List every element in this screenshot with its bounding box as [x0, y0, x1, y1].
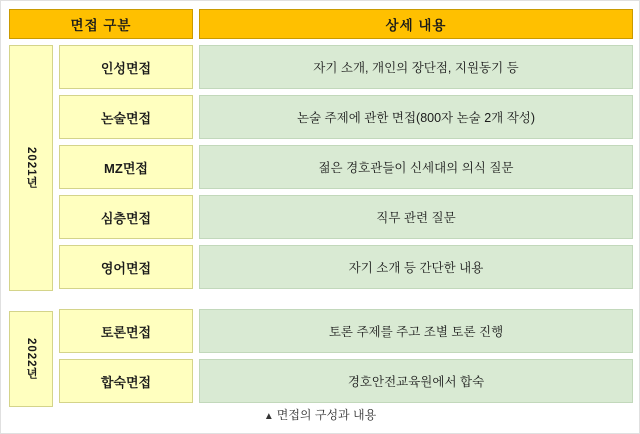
row-description: 자기 소개 등 간단한 내용: [199, 245, 633, 289]
header-cell-category: 면접 구분: [9, 9, 193, 39]
table-row: [59, 195, 633, 239]
rows-column: [59, 45, 633, 407]
caption-text: 면접의 구성과 내용: [276, 408, 377, 422]
table-row: [59, 245, 633, 289]
row-label: 합숙면접: [59, 359, 193, 403]
table-row: [59, 359, 633, 403]
interview-table: [9, 9, 633, 407]
row-label: 영어면접: [59, 245, 193, 289]
group-spacer: [9, 297, 53, 305]
table-header-row: [9, 9, 633, 39]
row-label: 심층면접: [59, 195, 193, 239]
figure-caption: [1, 406, 639, 423]
row-description: 젊은 경호관들이 신세대의 의식 질문: [199, 145, 633, 189]
group-spacer: [59, 295, 633, 303]
row-description: 토론 주제를 주고 조별 토론 진행: [199, 309, 633, 353]
year-cell-2021: 2021년: [9, 45, 53, 291]
row-label: 토론면접: [59, 309, 193, 353]
table-body: [9, 45, 633, 407]
triangle-icon: ▲: [263, 411, 274, 422]
row-description: 자기 소개, 개인의 장단점, 지원동기 등: [199, 45, 633, 89]
table-row: [59, 145, 633, 189]
year-cell-2022: 2022년: [9, 311, 53, 407]
header-cell-details: 상세 내용: [199, 9, 633, 39]
row-description: 경호안전교육원에서 합숙: [199, 359, 633, 403]
row-description: 논술 주제에 관한 면접(800자 논술 2개 작성): [199, 95, 633, 139]
row-label: MZ면접: [59, 145, 193, 189]
table-row: [59, 95, 633, 139]
year-column: [9, 45, 53, 407]
row-description: 직무 관련 질문: [199, 195, 633, 239]
table-row: [59, 45, 633, 89]
row-label: 논술면접: [59, 95, 193, 139]
table-row: [59, 309, 633, 353]
row-label: 인성면접: [59, 45, 193, 89]
